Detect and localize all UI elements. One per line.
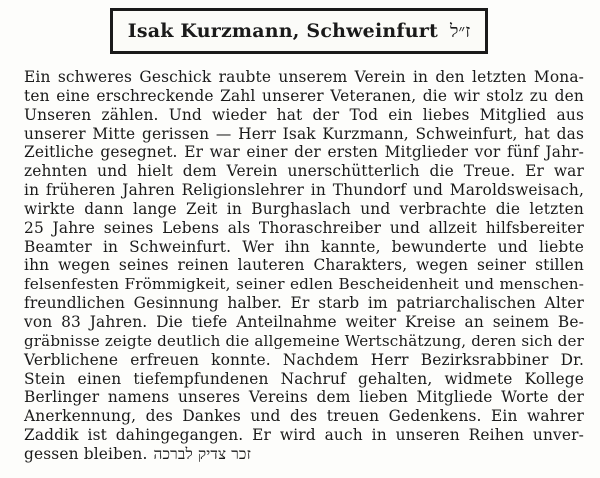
body-line: gräbnisse zeigte deutlich die allgemeine Wertschätzung, deren sich der (24, 331, 584, 350)
body-line: wirkte dann lange Zeit in Burghaslach und verbrachte die letzten (24, 199, 584, 218)
body-line-final-text: gessen bleiben. (24, 444, 148, 463)
body-line-final (24, 445, 584, 464)
body-line: Zaddik ist dahingegangen. Er wird auch in unseren Reihen unver- (24, 426, 584, 445)
body-line: 25 Jahre seines Lebens als Thoraschreiber und allzeit hilfsbereiter (24, 218, 584, 237)
body-line: unserer Mitte gerissen — Herr Isak Kurzmann, Schweinfurt, hat das (24, 124, 584, 143)
body-line: Zeitliche gesegnet. Er war einer der ersten Mitglieder vor fünf Jahr- (24, 143, 584, 162)
obituary-header-box (110, 8, 488, 54)
body-line: zehnten und hielt dem Verein unerschütterlich die Treue. Er war (24, 162, 584, 181)
body-line: von 83 Jahren. Die tiefe Anteilnahme weiter Kreise an seinem Be- (24, 312, 584, 331)
body-line: Berlinger namens unseres Vereins dem lieben Mitgliede Worte der (24, 388, 584, 407)
obituary-title-hebrew: ז״ל (449, 20, 471, 42)
body-line: ten eine erschreckende Zahl unserer Veteranen, die wir stolz zu den (24, 86, 584, 105)
closing-hebrew-phrase: זכר צדיק לברכה (153, 444, 252, 463)
body-line: Anerkennung, des Dankes und des treuen Gedenkens. Ein wahrer (24, 407, 584, 426)
body-line: Unseren zählen. Und wieder hat der Tod ein liebes Mitglied aus (24, 105, 584, 124)
body-line: Beamter in Schweinfurt. Wer ihn kannte, bewunderte und liebte (24, 237, 584, 256)
body-line: Verblichene erfreuen konnte. Nachdem Herr Bezirksrabbiner Dr. (24, 350, 584, 369)
body-line: Ein schweres Geschick raubte unserem Verein in den letzten Mona- (24, 68, 584, 86)
body-line: in früheren Jahren Religionslehrer in Thundorf und Maroldsweisach, (24, 181, 584, 200)
body-line: freundlichen Gesinnung halber. Er starb im patriarchalischen Alter (24, 294, 584, 313)
obituary-title: Isak Kurzmann, Schweinfurt (127, 20, 438, 42)
body-line: Stein einen tiefempfundenen Nachruf gehalten, widmete Kollege (24, 369, 584, 388)
obituary-body (24, 68, 584, 464)
body-line: felsenfesten Frömmigkeit, seiner edlen Bescheidenheit und menschen- (24, 275, 584, 294)
body-line: ihn wegen seines reinen lauteren Charakters, wegen seiner stillen (24, 256, 584, 275)
